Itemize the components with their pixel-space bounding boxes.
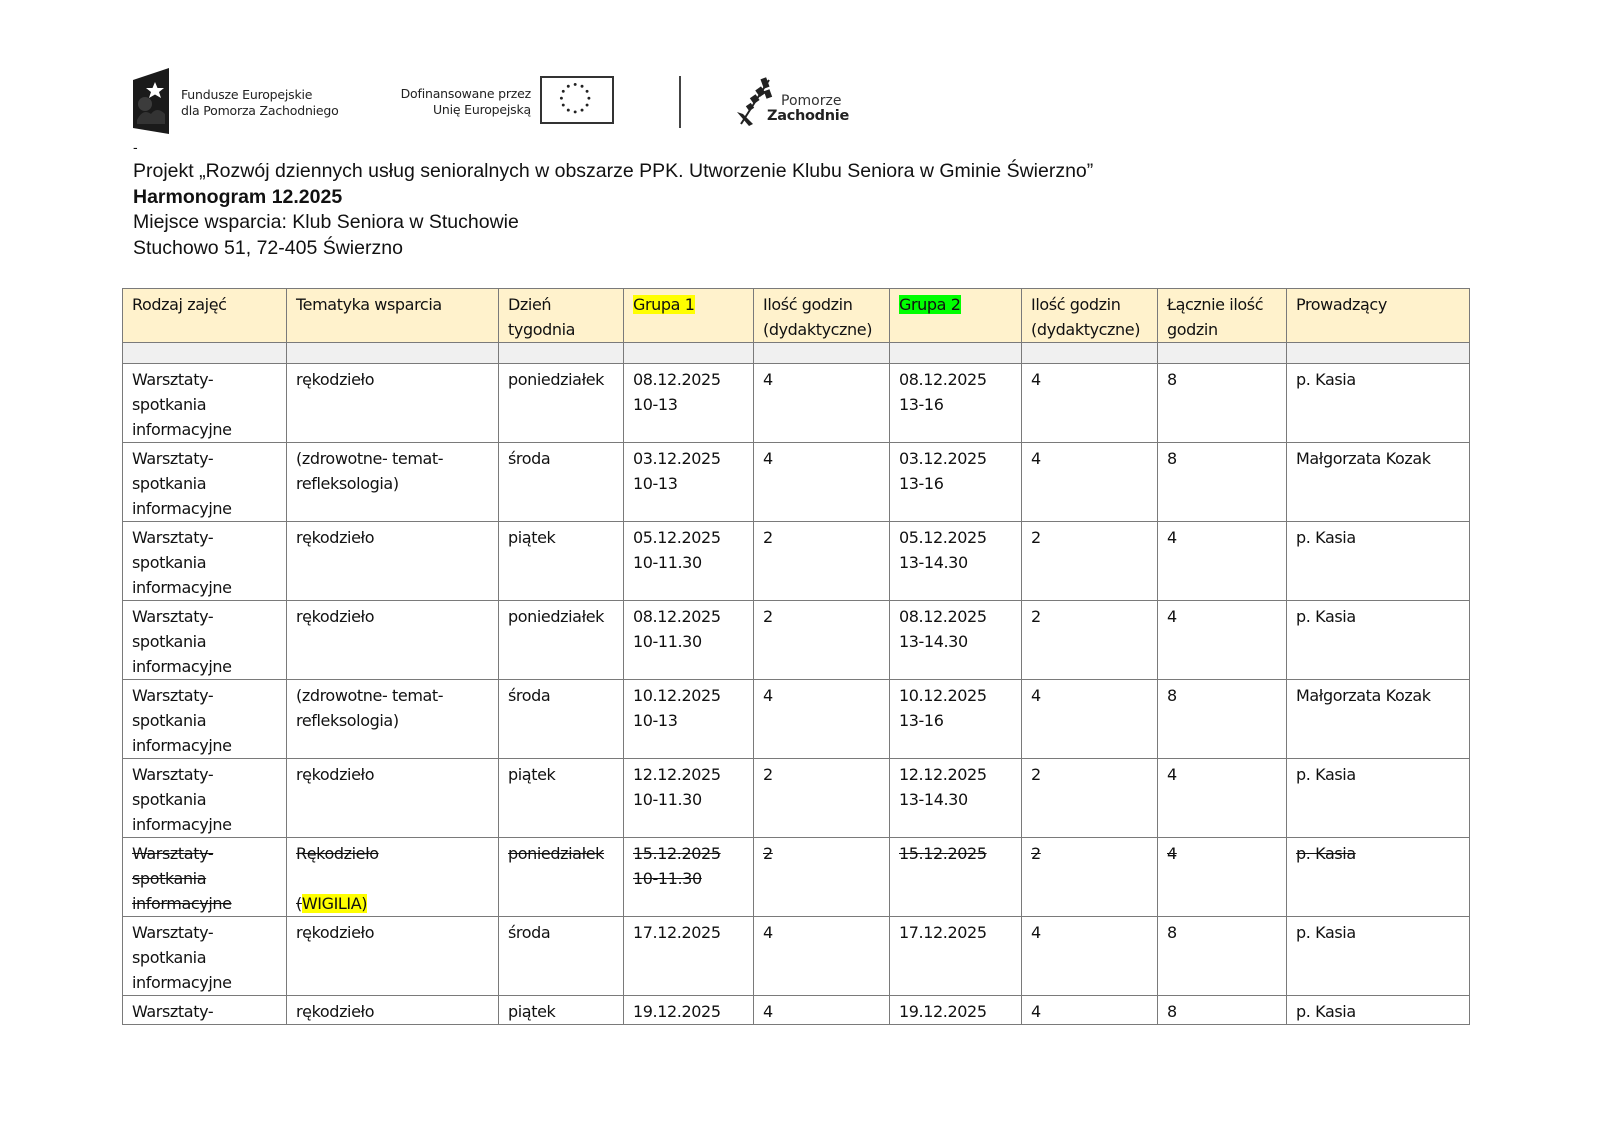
cell-grupa2-time: 13-14.30 [899, 790, 968, 809]
cell-prowadzacy [1287, 917, 1470, 996]
cell-prowadzacy-text: p. Kasia [1296, 607, 1356, 626]
cell-dzien-text: środa [508, 686, 551, 705]
cell-prowadzacy [1287, 443, 1470, 522]
cell-rodzaj [123, 680, 287, 759]
cell-godziny1-text: 4 [763, 686, 773, 705]
cell-prowadzacy-text: p. Kasia [1296, 923, 1356, 942]
header-godziny1 [754, 289, 890, 343]
cell-grupa1 [624, 917, 754, 996]
eu-star-icon [581, 85, 584, 88]
cell-dzien [499, 996, 624, 1025]
cell-tematyka-struck: Rękodzieło [296, 844, 379, 863]
header-godziny1-line2: (dydaktyczne) [763, 320, 873, 339]
cell-rodzaj-line: Warsztaty- [132, 370, 214, 389]
cell-tematyka-line: (zdrowotne- temat- [296, 449, 444, 468]
cell-rodzaj-line: informacyjne [132, 420, 232, 439]
cell-godziny2-text: 2 [1031, 607, 1041, 626]
cell-godziny2 [1022, 838, 1158, 917]
header-grupa2-label: Grupa 2 [899, 295, 961, 314]
cell-tematyka-line: rękodzieło [296, 607, 375, 626]
eu-star-icon [562, 104, 565, 107]
cell-tematyka-line: rękodzieło [296, 528, 375, 547]
cell-dzien-text: piątek [508, 528, 556, 547]
cell-grupa1 [624, 838, 754, 917]
header-prowadzacy [1287, 289, 1470, 343]
cell-dzien-text: poniedziałek [508, 844, 605, 863]
cell-rodzaj-line: informacyjne [132, 736, 232, 755]
eu-star-icon [562, 90, 565, 93]
cell-godziny2-text: 2 [1031, 528, 1041, 547]
cell-grupa2-time: 13-16 [899, 474, 944, 493]
cell-rodzaj-line: spotkania [132, 553, 207, 572]
pz-line-1: Pomorze [781, 93, 842, 109]
header-grupa2 [890, 289, 1022, 343]
cell-godziny2-text: 4 [1031, 686, 1041, 705]
cell-dzien-text: środa [508, 923, 551, 942]
cell-grupa1-date: 15.12.2025 [633, 844, 721, 863]
cell-tematyka [287, 522, 499, 601]
cell-prowadzacy-text: Małgorzata Kozak [1296, 449, 1431, 468]
cell-lacznie-text: 8 [1167, 1002, 1177, 1021]
cell-lacznie-text: 8 [1167, 686, 1177, 705]
eu-star-icon [581, 109, 584, 112]
cell-grupa1-time: 10-13 [633, 474, 678, 493]
header-rodzaj [123, 289, 287, 343]
cell-tematyka [287, 917, 499, 996]
cell-grupa1 [624, 680, 754, 759]
cell-tematyka [287, 364, 499, 443]
spacer-cell [754, 343, 890, 364]
table-row [123, 364, 1470, 443]
cell-grupa1-date: 12.12.2025 [633, 765, 721, 784]
cell-tematyka-gap [296, 866, 489, 891]
header-dzien-line1: Dzień [508, 295, 552, 314]
eu-text [401, 86, 531, 118]
wigilia-label: WIGILIA) [301, 894, 368, 913]
cell-lacznie-text: 4 [1167, 765, 1177, 784]
eu-star-icon [574, 83, 577, 86]
spacer-cell [287, 343, 499, 364]
cell-godziny1-text: 4 [763, 1002, 773, 1021]
cell-godziny1 [754, 443, 890, 522]
cell-lacznie-text: 8 [1167, 923, 1177, 942]
header-lacznie [1158, 289, 1287, 343]
cell-grupa1 [624, 443, 754, 522]
cell-rodzaj-line: Warsztaty- [132, 528, 214, 547]
cell-prowadzacy [1287, 364, 1470, 443]
cell-grupa2 [890, 601, 1022, 680]
eu-star-icon [560, 97, 563, 100]
cell-grupa2-date: 08.12.2025 [899, 607, 987, 626]
header-prowadzacy-label: Prowadzący [1296, 295, 1387, 314]
cell-lacznie [1158, 364, 1287, 443]
cell-grupa1-date: 19.12.2025 [633, 1002, 721, 1021]
cell-grupa1-time: 10-13 [633, 395, 678, 414]
cell-grupa1-date: 03.12.2025 [633, 449, 721, 468]
spacer-cell [123, 343, 287, 364]
cell-godziny1 [754, 601, 890, 680]
cell-godziny1-text: 2 [763, 844, 773, 863]
cell-prowadzacy-text: p. Kasia [1296, 1002, 1356, 1021]
cell-rodzaj-line1: Warsztaty- [132, 844, 214, 863]
cell-grupa2 [890, 443, 1022, 522]
eu-star-icon [586, 90, 589, 93]
spacer-cell [1158, 343, 1287, 364]
wigilia-paren: ( [296, 894, 302, 913]
cell-dzien [499, 680, 624, 759]
cell-lacznie [1158, 996, 1287, 1025]
cell-rodzaj-line: informacyjne [132, 657, 232, 676]
table-row [123, 680, 1470, 759]
cell-dzien [499, 364, 624, 443]
cell-rodzaj [123, 759, 287, 838]
cell-grupa2-date: 03.12.2025 [899, 449, 987, 468]
cell-godziny2-text: 4 [1031, 1002, 1041, 1021]
table-row-cancelled [123, 838, 1470, 917]
cell-rodzaj-line: spotkania [132, 632, 207, 651]
cell-prowadzacy-text: p. Kasia [1296, 528, 1356, 547]
cell-grupa2-date: 19.12.2025 [899, 1002, 987, 1021]
cell-grupa2 [890, 838, 1022, 917]
cell-tematyka-line: rękodzieło [296, 923, 375, 942]
cell-rodzaj [123, 838, 287, 917]
cell-grupa2-time: 13-14.30 [899, 632, 968, 651]
cell-godziny2 [1022, 917, 1158, 996]
spacer-cell [1022, 343, 1158, 364]
cell-lacznie-text: 4 [1167, 844, 1177, 863]
cell-rodzaj-line: spotkania [132, 790, 207, 809]
cell-grupa2-date: 12.12.2025 [899, 765, 987, 784]
cell-grupa2 [890, 680, 1022, 759]
cell-grupa2-date: 05.12.2025 [899, 528, 987, 547]
schedule-table [122, 288, 1470, 1025]
table-row [123, 759, 1470, 838]
cell-dzien-text: piątek [508, 765, 556, 784]
header-grupa1 [624, 289, 754, 343]
cell-godziny2 [1022, 364, 1158, 443]
cell-dzien [499, 759, 624, 838]
eu-line-1: Dofinansowane przez [400, 86, 531, 101]
header-rodzaj-label: Rodzaj zajęć [132, 295, 227, 314]
cell-godziny2 [1022, 680, 1158, 759]
cell-dzien [499, 917, 624, 996]
cell-grupa1-time: 10-11.30 [633, 869, 702, 888]
cell-dzien-text: poniedziałek [508, 370, 605, 389]
cell-godziny2-text: 4 [1031, 370, 1041, 389]
eu-star-icon [586, 104, 589, 107]
cell-tematyka [287, 443, 499, 522]
cell-godziny2-text: 4 [1031, 449, 1041, 468]
cell-godziny2 [1022, 601, 1158, 680]
fundusze-europejskie-text [181, 87, 339, 119]
heading-dash: - [133, 139, 138, 155]
cell-tematyka [287, 680, 499, 759]
cell-lacznie-text: 4 [1167, 528, 1177, 547]
cell-rodzaj-line: informacyjne [132, 499, 232, 518]
cell-lacznie-text: 8 [1167, 449, 1177, 468]
cell-prowadzacy-text: p. Kasia [1296, 765, 1356, 784]
schedule-title: Harmonogram 12.2025 [133, 185, 343, 208]
cell-rodzaj-line: informacyjne [132, 815, 232, 834]
header-tematyka-label: Tematyka wsparcia [296, 295, 442, 314]
cell-dzien [499, 601, 624, 680]
cell-dzien-text: środa [508, 449, 551, 468]
cell-grupa2-time: 13-16 [899, 395, 944, 414]
cell-dzien-text: piątek [508, 1002, 556, 1021]
cell-dzien [499, 838, 624, 917]
cell-rodzaj-line: informacyjne [132, 973, 232, 992]
header-godziny2 [1022, 289, 1158, 343]
cell-grupa1 [624, 759, 754, 838]
support-place: Miejsce wsparcia: Klub Seniora w Stuchowie [133, 211, 519, 233]
cell-grupa2-date: 17.12.2025 [899, 923, 987, 942]
cell-dzien [499, 522, 624, 601]
cell-grupa2 [890, 364, 1022, 443]
cell-grupa2 [890, 522, 1022, 601]
cell-grupa1-date: 08.12.2025 [633, 607, 721, 626]
cell-tematyka-text: rękodzieło [296, 1002, 375, 1021]
cell-dzien [499, 443, 624, 522]
eu-line-2: Unię Europejską [432, 102, 531, 117]
cell-tematyka-line: (zdrowotne- temat- [296, 686, 444, 705]
cell-prowadzacy-text: p. Kasia [1296, 370, 1356, 389]
cell-rodzaj-line: spotkania [132, 395, 207, 414]
fundusze-europejskie-logo [133, 66, 363, 136]
pz-line-2: Zachodnie [767, 108, 849, 124]
table-row [123, 601, 1470, 680]
cell-grupa1-date: 05.12.2025 [633, 528, 721, 547]
cell-grupa1-date: 17.12.2025 [633, 923, 721, 942]
cell-tematyka-line: refleksologia) [296, 711, 399, 730]
cell-tematyka [287, 759, 499, 838]
cell-godziny1-text: 2 [763, 765, 773, 784]
header-grupa1-label: Grupa 1 [633, 295, 695, 314]
cell-prowadzacy [1287, 996, 1470, 1025]
cell-grupa1-date: 10.12.2025 [633, 686, 721, 705]
cell-tematyka-line: rękodzieło [296, 765, 375, 784]
cell-rodzaj-text: Warsztaty- [132, 1002, 214, 1021]
pomorze-zachodnie-logo [733, 74, 873, 130]
cell-dzien-text: poniedziałek [508, 607, 605, 626]
eu-star-icon [574, 110, 577, 113]
eu-cofinanced-logo [383, 76, 623, 128]
header-lacznie-line1: Łącznie ilość [1167, 295, 1264, 314]
cell-grupa1-time: 10-11.30 [633, 632, 702, 651]
cell-rodzaj-line: spotkania [132, 474, 207, 493]
cell-lacznie-text: 4 [1167, 607, 1177, 626]
table-row [123, 443, 1470, 522]
cell-rodzaj [123, 996, 287, 1025]
cell-lacznie [1158, 601, 1287, 680]
cell-prowadzacy [1287, 680, 1470, 759]
cell-godziny2-text: 2 [1031, 765, 1041, 784]
cell-tematyka-wigilia-line [296, 891, 489, 916]
cell-godziny1-text: 4 [763, 370, 773, 389]
cell-rodzaj-line3: informacyjne [132, 894, 232, 913]
cell-rodzaj-line: Warsztaty- [132, 607, 214, 626]
spacer-cell [499, 343, 624, 364]
cell-grupa1 [624, 364, 754, 443]
logo-strip [133, 66, 873, 136]
cell-prowadzacy [1287, 522, 1470, 601]
cell-prowadzacy-text: p. Kasia [1296, 844, 1356, 863]
cell-rodzaj-line: informacyjne [132, 578, 232, 597]
cell-grupa2-time: 13-14.30 [899, 553, 968, 572]
header-lacznie-line2: godzin [1167, 320, 1218, 339]
eu-star-icon [587, 97, 590, 100]
cell-godziny1 [754, 838, 890, 917]
cell-tematyka-line: rękodzieło [296, 370, 375, 389]
cell-godziny2 [1022, 759, 1158, 838]
header-godziny2-line1: Ilość godzin [1031, 295, 1121, 314]
cell-grupa2-date: 10.12.2025 [899, 686, 987, 705]
cell-prowadzacy [1287, 759, 1470, 838]
cell-lacznie [1158, 680, 1287, 759]
cell-rodzaj-line: spotkania [132, 948, 207, 967]
header-dzien [499, 289, 624, 343]
table-spacer-row [123, 343, 1470, 364]
cell-rodzaj [123, 522, 287, 601]
cell-godziny1-text: 2 [763, 607, 773, 626]
table-header-row [123, 289, 1470, 343]
fe-line-2: dla Pomorza Zachodniego [181, 103, 339, 118]
spacer-cell [1287, 343, 1470, 364]
cell-godziny1 [754, 996, 890, 1025]
header-dzien-line2: tygodnia [508, 320, 576, 339]
cell-godziny2-text: 2 [1031, 844, 1041, 863]
cell-grupa1 [624, 996, 754, 1025]
cell-grupa2 [890, 996, 1022, 1025]
table-row-last [123, 996, 1470, 1025]
cell-grupa1-time: 10-11.30 [633, 790, 702, 809]
cell-rodzaj-line: Warsztaty- [132, 765, 214, 784]
cell-grupa1-date: 08.12.2025 [633, 370, 721, 389]
eu-flag-icon [540, 76, 614, 124]
cell-godziny1-text: 2 [763, 528, 773, 547]
cell-grupa2 [890, 759, 1022, 838]
eu-star-icon [567, 109, 570, 112]
logo-separator [679, 76, 681, 128]
cell-rodzaj [123, 601, 287, 680]
cell-godziny2 [1022, 443, 1158, 522]
cell-lacznie [1158, 522, 1287, 601]
cell-godziny2 [1022, 522, 1158, 601]
table-row [123, 917, 1470, 996]
cell-tematyka-line: refleksologia) [296, 474, 399, 493]
support-address: Stuchowo 51, 72-405 Świerzno [133, 236, 403, 259]
cell-grupa1-time: 10-11.30 [633, 553, 702, 572]
cell-grupa2 [890, 917, 1022, 996]
cell-rodzaj [123, 917, 287, 996]
cell-godziny1 [754, 917, 890, 996]
cell-rodzaj [123, 364, 287, 443]
cell-godziny1-text: 4 [763, 449, 773, 468]
cell-rodzaj-line: Warsztaty- [132, 686, 214, 705]
cell-lacznie [1158, 443, 1287, 522]
cell-prowadzacy-text: Małgorzata Kozak [1296, 686, 1431, 705]
cell-lacznie [1158, 838, 1287, 917]
cell-tematyka [287, 601, 499, 680]
cell-lacznie [1158, 917, 1287, 996]
project-title: Projekt „Rozwój dziennych usług senioralnych w obszarze PPK. Utworzenie Klubu Seniora w Gminie Świerzno” [133, 160, 1094, 182]
spacer-cell [624, 343, 754, 364]
cell-tematyka [287, 996, 499, 1025]
cell-prowadzacy [1287, 601, 1470, 680]
cell-godziny1 [754, 759, 890, 838]
cell-rodzaj-line2: spotkania [132, 869, 207, 888]
cell-grupa2-date: 15.12.2025 [899, 844, 987, 863]
cell-grupa1-time: 10-13 [633, 711, 678, 730]
header-godziny1-line1: Ilość godzin [763, 295, 853, 314]
cell-rodzaj-line: spotkania [132, 711, 207, 730]
cell-godziny2 [1022, 996, 1158, 1025]
cell-rodzaj [123, 443, 287, 522]
cell-prowadzacy [1287, 838, 1470, 917]
table-row [123, 522, 1470, 601]
cell-godziny1 [754, 680, 890, 759]
eu-star-icon [567, 85, 570, 88]
cell-tematyka [287, 838, 499, 917]
spacer-cell [890, 343, 1022, 364]
cell-godziny1 [754, 522, 890, 601]
cell-grupa1 [624, 601, 754, 680]
cell-godziny2-text: 4 [1031, 923, 1041, 942]
table-body [123, 364, 1470, 1025]
cell-grupa1 [624, 522, 754, 601]
cell-grupa2-date: 08.12.2025 [899, 370, 987, 389]
cell-rodzaj-line: Warsztaty- [132, 449, 214, 468]
cell-godziny1-text: 4 [763, 923, 773, 942]
fundusze-europejskie-emblem-icon [133, 68, 169, 134]
cell-lacznie [1158, 759, 1287, 838]
document-heading [133, 139, 1093, 261]
cell-lacznie-text: 8 [1167, 370, 1177, 389]
fe-line-1: Fundusze Europejskie [181, 87, 313, 102]
cell-grupa2-time: 13-16 [899, 711, 944, 730]
header-godziny2-line2: (dydaktyczne) [1031, 320, 1141, 339]
header-tematyka [287, 289, 499, 343]
cell-rodzaj-line: Warsztaty- [132, 923, 214, 942]
cell-godziny1 [754, 364, 890, 443]
